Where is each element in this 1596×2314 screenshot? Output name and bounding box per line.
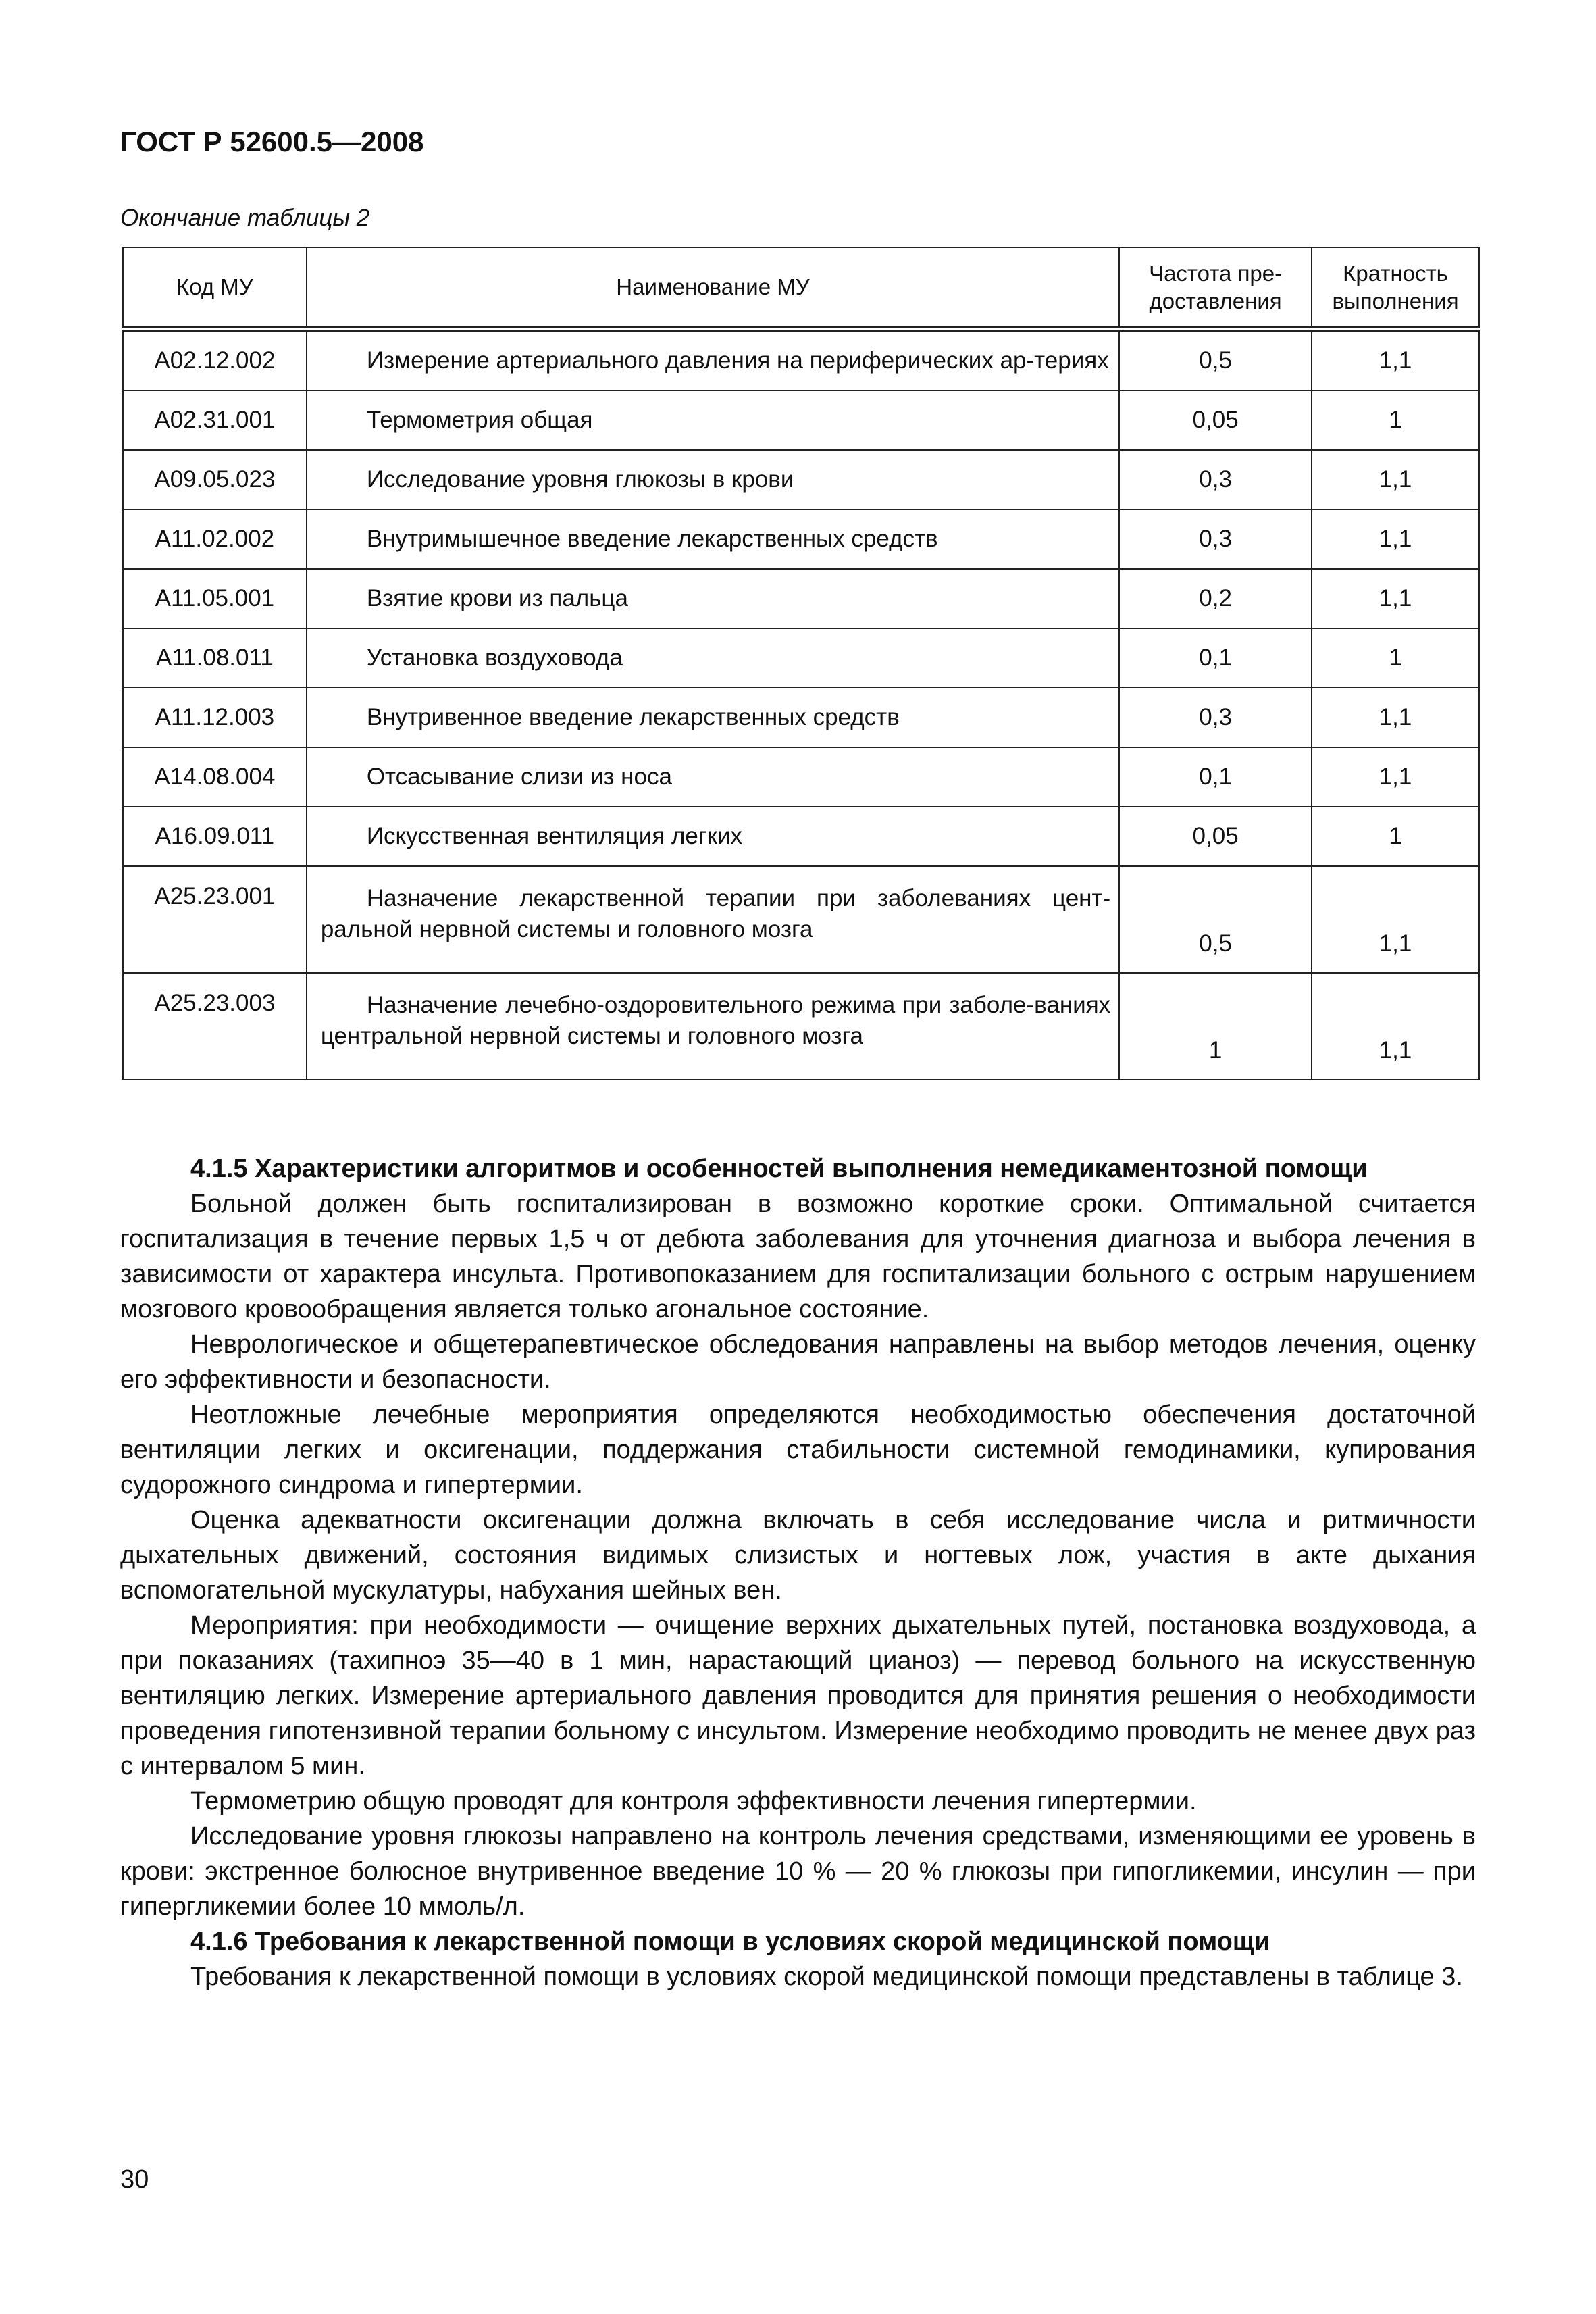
table-row [123, 509, 1479, 569]
table-row [123, 866, 1479, 973]
cell-code: А16.09.011 [123, 807, 307, 866]
cell-code: А25.23.001 [123, 866, 307, 973]
cell-multiplicity: 1,1 [1312, 329, 1479, 391]
cell-frequency: 0,1 [1119, 747, 1312, 807]
cell-code: А11.05.001 [123, 569, 307, 628]
cell-frequency: 0,3 [1119, 509, 1312, 569]
cell-code: А14.08.004 [123, 747, 307, 807]
table-row [123, 329, 1479, 391]
table-row [123, 973, 1479, 1080]
cell-name: Назначение лекарственной терапии при заболеваниях цент-ральной нервной системы и головного мозга [307, 866, 1119, 973]
cell-frequency: 0,1 [1119, 628, 1312, 688]
cell-code: А11.08.011 [123, 628, 307, 688]
cell-code: А11.12.003 [123, 688, 307, 747]
cell-multiplicity: 1,1 [1312, 973, 1479, 1080]
cell-multiplicity: 1,1 [1312, 509, 1479, 569]
paragraph: Оценка адекватности оксигенации должна включать в себя исследование числа и ритмичности дыхательных движений, состояния видимых слизистых и ногтевых лож, участия в акте дыхания вспомогательной мускулатуры, набухания шейных вен. [120, 1506, 1476, 1605]
cell-name: Внутримышечное введение лекарственных средств [307, 509, 1119, 569]
table-row [123, 569, 1479, 628]
cell-name: Исследование уровня глюкозы в крови [307, 450, 1119, 509]
cell-frequency: 0,05 [1119, 807, 1312, 866]
cell-code: А02.31.001 [123, 391, 307, 450]
header-name: Наименование МУ [307, 247, 1119, 329]
cell-multiplicity: 1,1 [1312, 866, 1479, 973]
cell-multiplicity: 1 [1312, 807, 1479, 866]
table-row [123, 450, 1479, 509]
cell-frequency: 0,5 [1119, 329, 1312, 391]
cell-code: А11.02.002 [123, 509, 307, 569]
table-row [123, 807, 1479, 866]
paragraph: Неотложные лечебные мероприятия определяются необходимостью обеспечения достаточной вентиляции легких и оксигенации, поддержания стабильности системной гемодинамики, купирования судорожного синдрома и гипертермии. [120, 1401, 1476, 1499]
header-frequency: Частота пре-доставления [1119, 247, 1312, 329]
services-table [122, 247, 1480, 1080]
cell-frequency: 0,3 [1119, 450, 1312, 509]
cell-multiplicity: 1,1 [1312, 688, 1479, 747]
header-code: Код МУ [123, 247, 307, 329]
cell-name: Отсасывание слизи из носа [307, 747, 1119, 807]
cell-code: А02.12.002 [123, 329, 307, 391]
cell-frequency: 0,05 [1119, 391, 1312, 450]
table-caption: Окончание таблицы 2 [120, 205, 370, 231]
paragraph: Неврологическое и общетерапевтическое обследования направлены на выбор методов лечения, оценку его эффективности и безопасности. [120, 1330, 1476, 1394]
paragraph: Требования к лекарственной помощи в условиях скорой медицинской помощи представлены в таблице 3. [190, 1963, 1463, 1991]
header-multiplicity: Кратность выполнения [1312, 247, 1479, 329]
paragraph: Мероприятия: при необходимости — очищение верхних дыхательных путей, постановка воздуховода, а при показаниях (тахипноэ 35—40 в 1 мин, нарастающий цианоз) — перевод больного на искусственную вентиляцию легких. Измерение артериального давления проводится для принятия решения о необходимости проведения гипотензивной терапии больному с инсультом. Измерение необходимо проводить не менее двух раз с интервалом 5 мин. [120, 1611, 1476, 1780]
cell-multiplicity: 1,1 [1312, 747, 1479, 807]
cell-frequency: 0,5 [1119, 866, 1312, 973]
cell-multiplicity: 1 [1312, 628, 1479, 688]
cell-name: Измерение артериального давления на периферических ар-териях [307, 329, 1119, 391]
page-number: 30 [120, 2165, 149, 2194]
table-header-row [123, 247, 1479, 329]
table-row [123, 391, 1479, 450]
body-text [120, 1151, 1476, 1994]
cell-name: Внутривенное введение лекарственных средств [307, 688, 1119, 747]
paragraph: Термометрию общую проводят для контроля эффективности лечения гипертермии. [190, 1787, 1197, 1815]
document-standard-title: ГОСТ Р 52600.5—2008 [120, 126, 424, 157]
cell-frequency: 1 [1119, 973, 1312, 1080]
cell-frequency: 0,3 [1119, 688, 1312, 747]
table-row [123, 747, 1479, 807]
section-heading: 4.1.6 Требования к лекарственной помощи в условиях скорой медицинской помощи [190, 1928, 1270, 1956]
section-heading: 4.1.5 Характеристики алгоритмов и особенностей выполнения немедикаментозной помощи [190, 1155, 1368, 1183]
cell-name: Взятие крови из пальца [307, 569, 1119, 628]
cell-name: Установка воздуховода [307, 628, 1119, 688]
table-row [123, 688, 1479, 747]
table-row [123, 628, 1479, 688]
cell-multiplicity: 1,1 [1312, 450, 1479, 509]
cell-multiplicity: 1 [1312, 391, 1479, 450]
cell-name: Термометрия общая [307, 391, 1119, 450]
cell-code: А25.23.003 [123, 973, 307, 1080]
paragraph: Исследование уровня глюкозы направлено на контроль лечения средствами, изменяющими ее уровень в крови: экстренное болюсное внутривенное введение 10 % — 20 % глюкозы при гипогликемии, инсулин — при гипергликемии более 10 ммоль/л. [120, 1822, 1476, 1921]
paragraph: Больной должен быть госпитализирован в возможно короткие сроки. Оптимальной считается госпитализация в течение первых 1,5 ч от дебюта заболевания для уточнения диагноза и выбора лечения в зависимости от характера инсульта. Противопоказанием для госпитализации больного с острым нарушением мозгового кровообращения является только агональное состояние. [120, 1190, 1476, 1324]
cell-name: Искусственная вентиляция легких [307, 807, 1119, 866]
cell-multiplicity: 1,1 [1312, 569, 1479, 628]
cell-name: Назначение лечебно-оздоровительного режима при заболе-ваниях центральной нервной системы и головного мозга [307, 973, 1119, 1080]
cell-frequency: 0,2 [1119, 569, 1312, 628]
cell-code: А09.05.023 [123, 450, 307, 509]
